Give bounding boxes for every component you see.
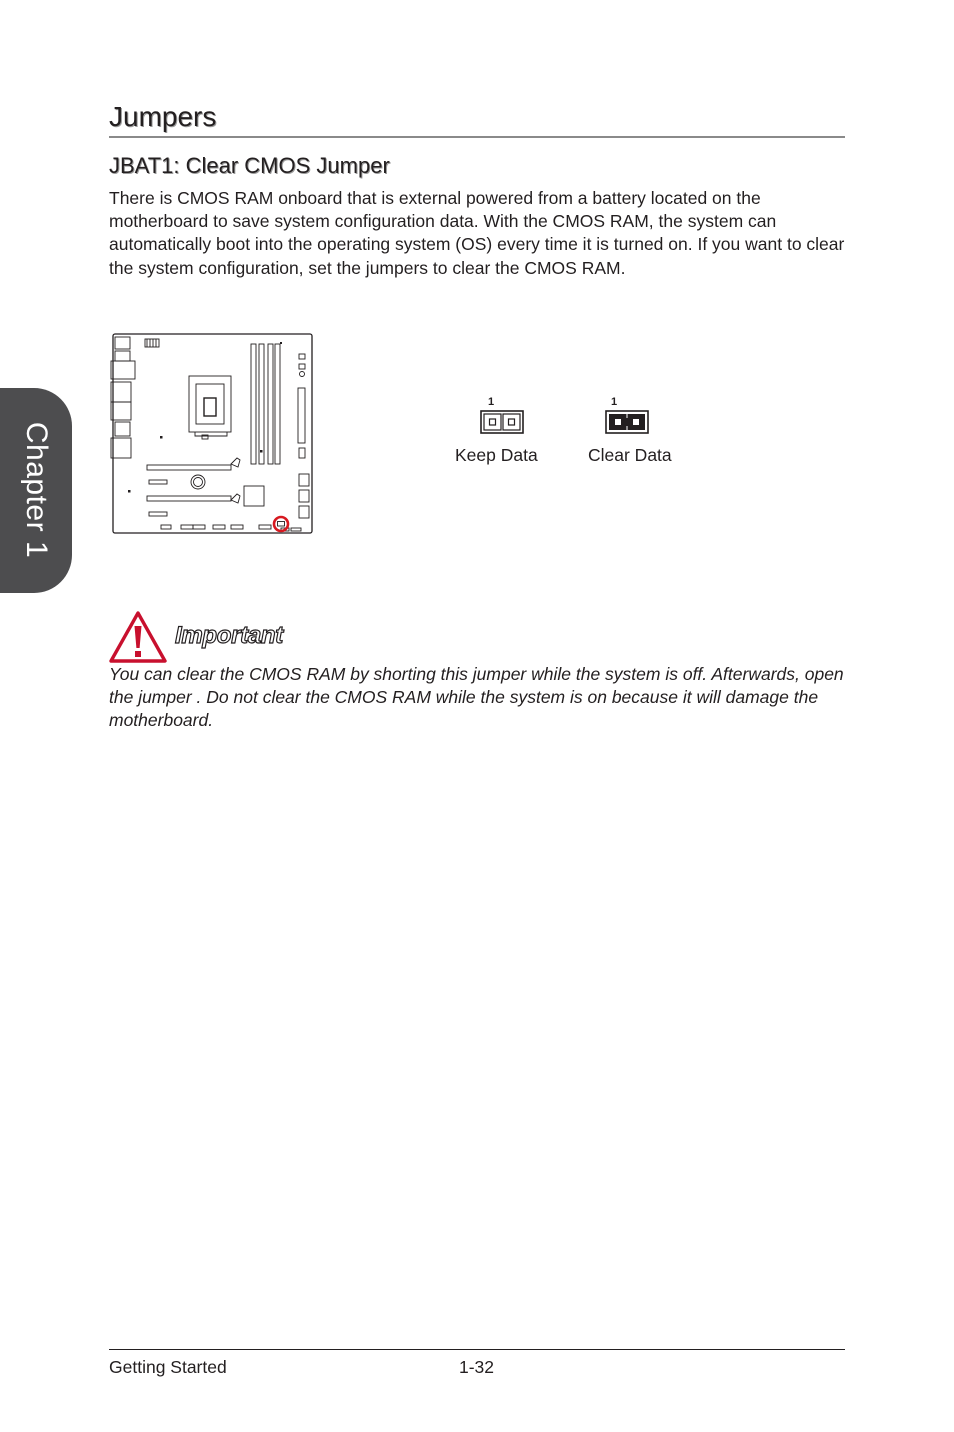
chapter-tab-label: Chapter 1 — [20, 421, 53, 559]
important-heading: Important — [175, 622, 283, 649]
section-divider — [109, 136, 845, 138]
chapter-tab — [0, 388, 72, 593]
section-title: Jumpers — [109, 101, 217, 132]
pin-one-label: 1 — [488, 396, 495, 408]
clear-data-label: Clear Data — [588, 445, 672, 465]
jumper-open-icon — [480, 410, 524, 434]
description-paragraph: There is CMOS RAM onboard that is external powered from a battery located on the motherboard to save system configuration data. With the CMOS RAM, the system can automatically boot into the operating system (OS) every time it is turned on. If you want to clear the system configuration, set the jumpers to clear the CMOS RAM. — [109, 188, 845, 278]
footer-divider — [109, 1349, 845, 1350]
page-number: 1-32 — [459, 1357, 495, 1377]
important-note: You can clear the CMOS RAM by shorting this jumper while the system is off. Afterwards, open the jumper . Do not clear the CMOS RAM while the system is on because it will damage the motherboard. — [109, 664, 844, 731]
jumper-shorted-icon — [605, 410, 649, 434]
keep-data-label: Keep Data — [455, 445, 538, 465]
pin-one-label: 1 — [611, 396, 618, 408]
jumper-keep-data — [455, 396, 598, 476]
footer-chapter-name: Getting Started — [109, 1357, 227, 1377]
warning-icon — [108, 610, 168, 664]
jumper-clear-data — [588, 396, 724, 476]
subsection-title: JBAT1: Clear CMOS Jumper — [109, 153, 390, 178]
motherboard-diagram — [109, 332, 315, 538]
